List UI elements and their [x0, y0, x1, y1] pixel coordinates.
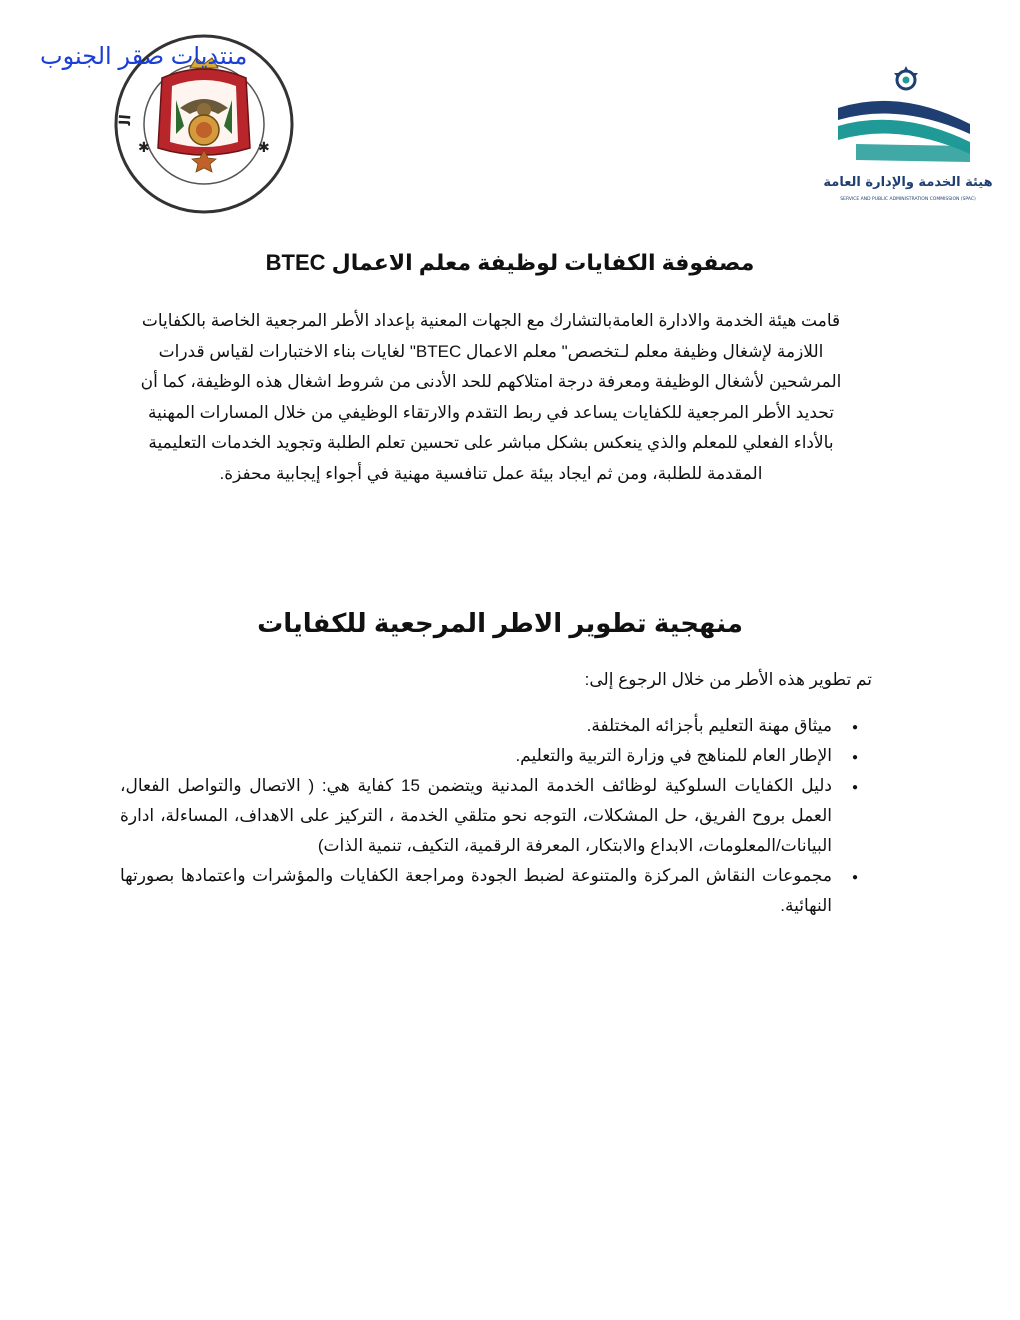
list-item: ● الإطار العام للمناهج في وزارة التربية والتعليم. — [120, 741, 832, 771]
spac-logo — [823, 68, 993, 218]
spac-logo-arabic-text: هيئة الخدمة والإدارة العامة — [823, 175, 993, 190]
paragraph-line: المرشحين لأشغال الوظيفة ومعرفة درجة امتلاكهم للحد الأدنى من شروط اشغال هذه الوظيفة، كما أن — [140, 372, 842, 392]
paragraph-line: اللازمة لإشغال وظيفة معلم لـتخصص" معلم الاعمال BTEC" لغايات بناء الاختبارات لقياس قدرات — [158, 341, 824, 361]
section1-paragraph — [110, 306, 872, 490]
emblem-ring-text: ال — [115, 113, 135, 126]
svg-text:✱: ✱ — [138, 139, 150, 155]
list-item: ● مجموعات النقاش المركزة والمتنوعة لضبط الجودة ومراجعة الكفايات والمؤشرات واعتمادها بصورتها النهائية. — [120, 861, 832, 921]
svg-text:✱: ✱ — [258, 139, 270, 155]
watermark-text: منتديات صقر الجنوب — [40, 43, 248, 70]
list-item: ● دليل الكفايات السلوكية لوظائف الخدمة المدنية ويتضمن 15 كفاية هي: ( الاتصال والتواصل الفعال، العمل بروح الفريق، حل المشكلات، التوجه نحو متلقي الخدمة ، التركيز على الاهداف، المساءلة، ادارة البيانات/المعلومات، الابداع والابتكار، المعرفة الرقمية، التكيف، تنمية الذات) — [120, 771, 832, 861]
paragraph-line: المقدمة للطلبة، ومن ثم ايجاد بيئة عمل تنافسية مهنية في أجواء إيجابية محفزة. — [219, 463, 763, 483]
section1-title: مصفوفة الكفايات لوظيفة معلم الاعمال BTEC — [265, 250, 755, 275]
paragraph-line: تحديد الأطر المرجعية للكفايات يساعد في ربط التقدم والارتقاء الوظيفي من خلال المسارات المهنية — [147, 402, 835, 422]
section2-title: منهجية تطوير الاطر المرجعية للكفايات — [257, 608, 743, 638]
paragraph-line: قامت هيئة الخدمة والادارة العامةبالتشارك مع الجهات المعنية بإعداد الأطر المرجعية الخاصة بالكفايات — [141, 311, 841, 330]
spac-logo-english-text: SERVICE AND PUBLIC ADMINISTRATION COMMISSION (SPAC) — [840, 197, 976, 202]
spac-logo-icon — [823, 68, 993, 218]
list-item: ● ميثاق مهنة التعليم بأجزائه المختلفة. — [120, 711, 832, 741]
references-list — [120, 705, 854, 921]
paragraph-line: بالأداء الفعلي للمعلم والذي ينعكس بشكل مباشر على تحسين تعلم الطلبة وتجويد الخدمات التعليمية — [148, 433, 834, 453]
section2-intro: تم تطوير هذه الأطر من خلال الرجوع إلى: — [584, 670, 872, 689]
